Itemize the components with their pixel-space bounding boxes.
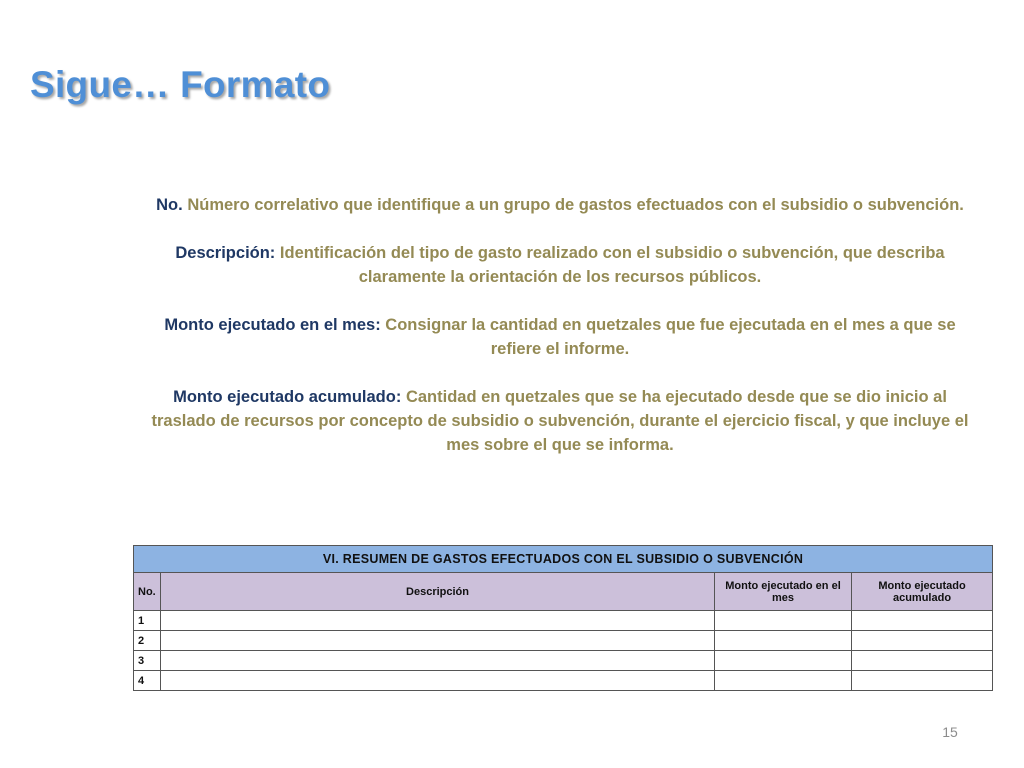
table-row	[134, 651, 993, 671]
table-row	[134, 611, 993, 631]
row-cumulative-cell[interactable]	[852, 631, 993, 651]
row-cumulative-cell[interactable]	[852, 611, 993, 631]
table-row	[134, 671, 993, 691]
table-row	[134, 631, 993, 651]
definition-descripcion	[150, 241, 970, 289]
definition-description: Consignar la cantidad en quetzales que fue ejecutada en el mes a que se refiere el informe.	[385, 316, 956, 358]
definition-description: Identificación del tipo de gasto realizado con el subsidio o subvención, que describa claramente la orientación de los recursos públicos.	[279, 244, 945, 286]
definition-term: Monto ejecutado acumulado:	[173, 388, 402, 406]
row-description-cell[interactable]	[161, 631, 715, 651]
row-description-cell[interactable]	[161, 651, 715, 671]
definition-description: Cantidad en quetzales que se ha ejecutado desde que se dio inicio al traslado de recursos por concepto de subsidio o subvención, durante el ejercicio fiscal, y que incluye el mes sobre el que se informa.	[151, 388, 969, 454]
definition-description: Número correlativo que identifique a un grupo de gastos efectuados con el subsidio o subvención.	[187, 196, 964, 214]
slide-title: Sigue… Formato	[30, 64, 331, 105]
summary-table-container	[133, 545, 992, 691]
definitions-block	[150, 193, 970, 481]
definition-term: No.	[156, 196, 183, 214]
definition-term: Descripción:	[175, 244, 276, 262]
table-caption-row	[134, 546, 993, 573]
row-monthly-cell[interactable]	[715, 631, 852, 651]
row-number: 3	[134, 651, 161, 671]
definition-monto-acumulado	[150, 385, 970, 457]
row-number: 4	[134, 671, 161, 691]
row-monthly-cell[interactable]	[715, 671, 852, 691]
header-description: Descripción	[161, 573, 715, 611]
header-cumulative-amount: Monto ejecutado acumulado	[852, 573, 993, 611]
header-monthly-amount: Monto ejecutado en el mes	[715, 573, 852, 611]
definition-no	[150, 193, 970, 217]
row-monthly-cell[interactable]	[715, 651, 852, 671]
row-cumulative-cell[interactable]	[852, 651, 993, 671]
definition-monto-mes	[150, 313, 970, 361]
row-description-cell[interactable]	[161, 671, 715, 691]
page-number: 15	[942, 724, 958, 740]
header-no: No.	[134, 573, 161, 611]
row-number: 2	[134, 631, 161, 651]
table-caption: VI. RESUMEN DE GASTOS EFECTUADOS CON EL SUBSIDIO O SUBVENCIÓN	[134, 546, 993, 573]
row-description-cell[interactable]	[161, 611, 715, 631]
row-cumulative-cell[interactable]	[852, 671, 993, 691]
table-header-row	[134, 573, 993, 611]
row-number: 1	[134, 611, 161, 631]
row-monthly-cell[interactable]	[715, 611, 852, 631]
expense-summary-table	[133, 545, 993, 691]
definition-term: Monto ejecutado en el mes:	[164, 316, 381, 334]
